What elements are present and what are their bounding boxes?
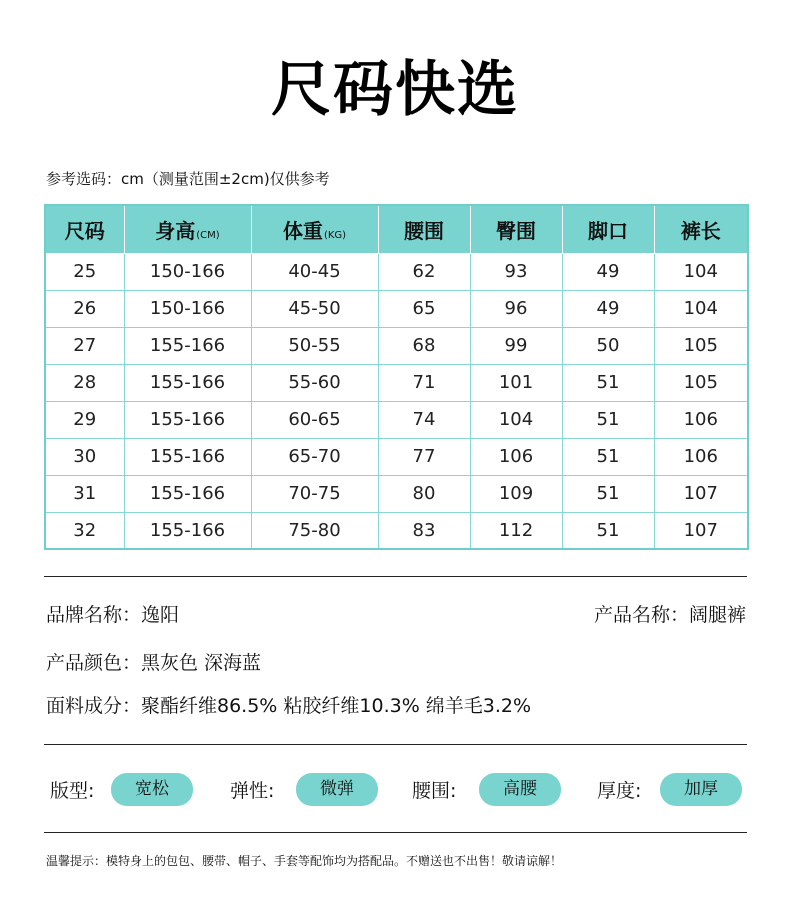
table-row <box>45 475 748 512</box>
thickness-label: 厚度: <box>597 780 642 802</box>
divider-middle <box>44 744 747 745</box>
brand-name: 品牌名称：逸阳 <box>46 604 180 626</box>
table-row <box>45 512 748 549</box>
table-cell: 49 <box>562 290 654 327</box>
table-cell: 104 <box>654 253 748 290</box>
table-cell: 96 <box>470 290 562 327</box>
table-cell: 155-166 <box>124 475 251 512</box>
table-cell: 32 <box>45 512 124 549</box>
table-row <box>45 253 748 290</box>
table-cell: 155-166 <box>124 512 251 549</box>
table-cell: 150-166 <box>124 253 251 290</box>
table-cell: 27 <box>45 327 124 364</box>
table-cell: 26 <box>45 290 124 327</box>
fit-label: 版型: <box>50 780 95 802</box>
table-cell: 51 <box>562 401 654 438</box>
table-cell: 104 <box>470 401 562 438</box>
table-cell: 112 <box>470 512 562 549</box>
fabric-composition: 面料成分：聚酯纤维86.5% 粘胶纤维10.3% 绵羊毛3.2% <box>46 695 532 717</box>
table-cell: 106 <box>470 438 562 475</box>
table-cell: 105 <box>654 327 748 364</box>
table-row <box>45 327 748 364</box>
table-cell: 62 <box>378 253 470 290</box>
table-cell: 68 <box>378 327 470 364</box>
header-weight: 体重(KG) <box>251 205 378 253</box>
table-cell: 71 <box>378 364 470 401</box>
table-cell: 45-50 <box>251 290 378 327</box>
table-cell: 105 <box>654 364 748 401</box>
table-cell: 104 <box>654 290 748 327</box>
table-cell: 25 <box>45 253 124 290</box>
accessory-disclaimer: 温馨提示：模特身上的包包、腰带、帽子、手套等配饰均为搭配品。不赠送也不出售！敬请谅解！ <box>46 854 563 868</box>
table-cell: 40-45 <box>251 253 378 290</box>
table-cell: 106 <box>654 401 748 438</box>
table-cell: 75-80 <box>251 512 378 549</box>
table-cell: 50-55 <box>251 327 378 364</box>
table-cell: 150-166 <box>124 290 251 327</box>
waist-badge: 高腰 <box>479 773 561 806</box>
table-cell: 80 <box>378 475 470 512</box>
divider-top <box>44 576 747 577</box>
header-hem: 脚口 <box>562 205 654 253</box>
table-cell: 93 <box>470 253 562 290</box>
table-cell: 31 <box>45 475 124 512</box>
product-color: 产品颜色：黑灰色 深海蓝 <box>46 652 262 674</box>
header-size: 尺码 <box>45 205 124 253</box>
table-row <box>45 290 748 327</box>
thickness-badge: 加厚 <box>660 773 742 806</box>
size-table <box>44 204 749 550</box>
fit-badge: 宽松 <box>111 773 193 806</box>
table-cell: 70-75 <box>251 475 378 512</box>
table-cell: 101 <box>470 364 562 401</box>
table-cell: 99 <box>470 327 562 364</box>
table-cell: 155-166 <box>124 438 251 475</box>
table-row <box>45 401 748 438</box>
header-weight-unit: (KG) <box>323 229 347 241</box>
table-cell: 60-65 <box>251 401 378 438</box>
divider-bottom <box>44 832 747 833</box>
table-cell: 49 <box>562 253 654 290</box>
table-cell: 155-166 <box>124 401 251 438</box>
table-cell: 74 <box>378 401 470 438</box>
table-cell: 51 <box>562 475 654 512</box>
table-cell: 77 <box>378 438 470 475</box>
product-name: 产品名称：阔腿裤 <box>593 604 746 626</box>
table-cell: 107 <box>654 512 748 549</box>
table-cell: 107 <box>654 475 748 512</box>
header-height: 身高(CM) <box>124 205 251 253</box>
table-row <box>45 438 748 475</box>
header-height-unit: (CM) <box>196 229 220 241</box>
page-title: 尺码快选 <box>271 55 519 125</box>
table-cell: 29 <box>45 401 124 438</box>
table-cell: 65 <box>378 290 470 327</box>
table-cell: 109 <box>470 475 562 512</box>
table-cell: 51 <box>562 438 654 475</box>
table-cell: 65-70 <box>251 438 378 475</box>
elasticity-badge: 微弹 <box>296 773 378 806</box>
table-cell: 106 <box>654 438 748 475</box>
table-cell: 30 <box>45 438 124 475</box>
table-row <box>45 364 748 401</box>
table-cell: 155-166 <box>124 364 251 401</box>
header-length: 裤长 <box>654 205 748 253</box>
table-header-row <box>45 205 748 253</box>
measurement-note: 参考选码：cm（测量范围±2cm)仅供参考 <box>46 170 330 188</box>
table-cell: 155-166 <box>124 327 251 364</box>
table-cell: 51 <box>562 364 654 401</box>
table-cell: 55-60 <box>251 364 378 401</box>
elasticity-label: 弹性: <box>230 780 275 802</box>
waist-label: 腰围: <box>412 780 457 802</box>
table-cell: 83 <box>378 512 470 549</box>
table-cell: 28 <box>45 364 124 401</box>
table-cell: 50 <box>562 327 654 364</box>
table-cell: 51 <box>562 512 654 549</box>
header-waist: 腰围 <box>378 205 470 253</box>
header-hip: 臀围 <box>470 205 562 253</box>
